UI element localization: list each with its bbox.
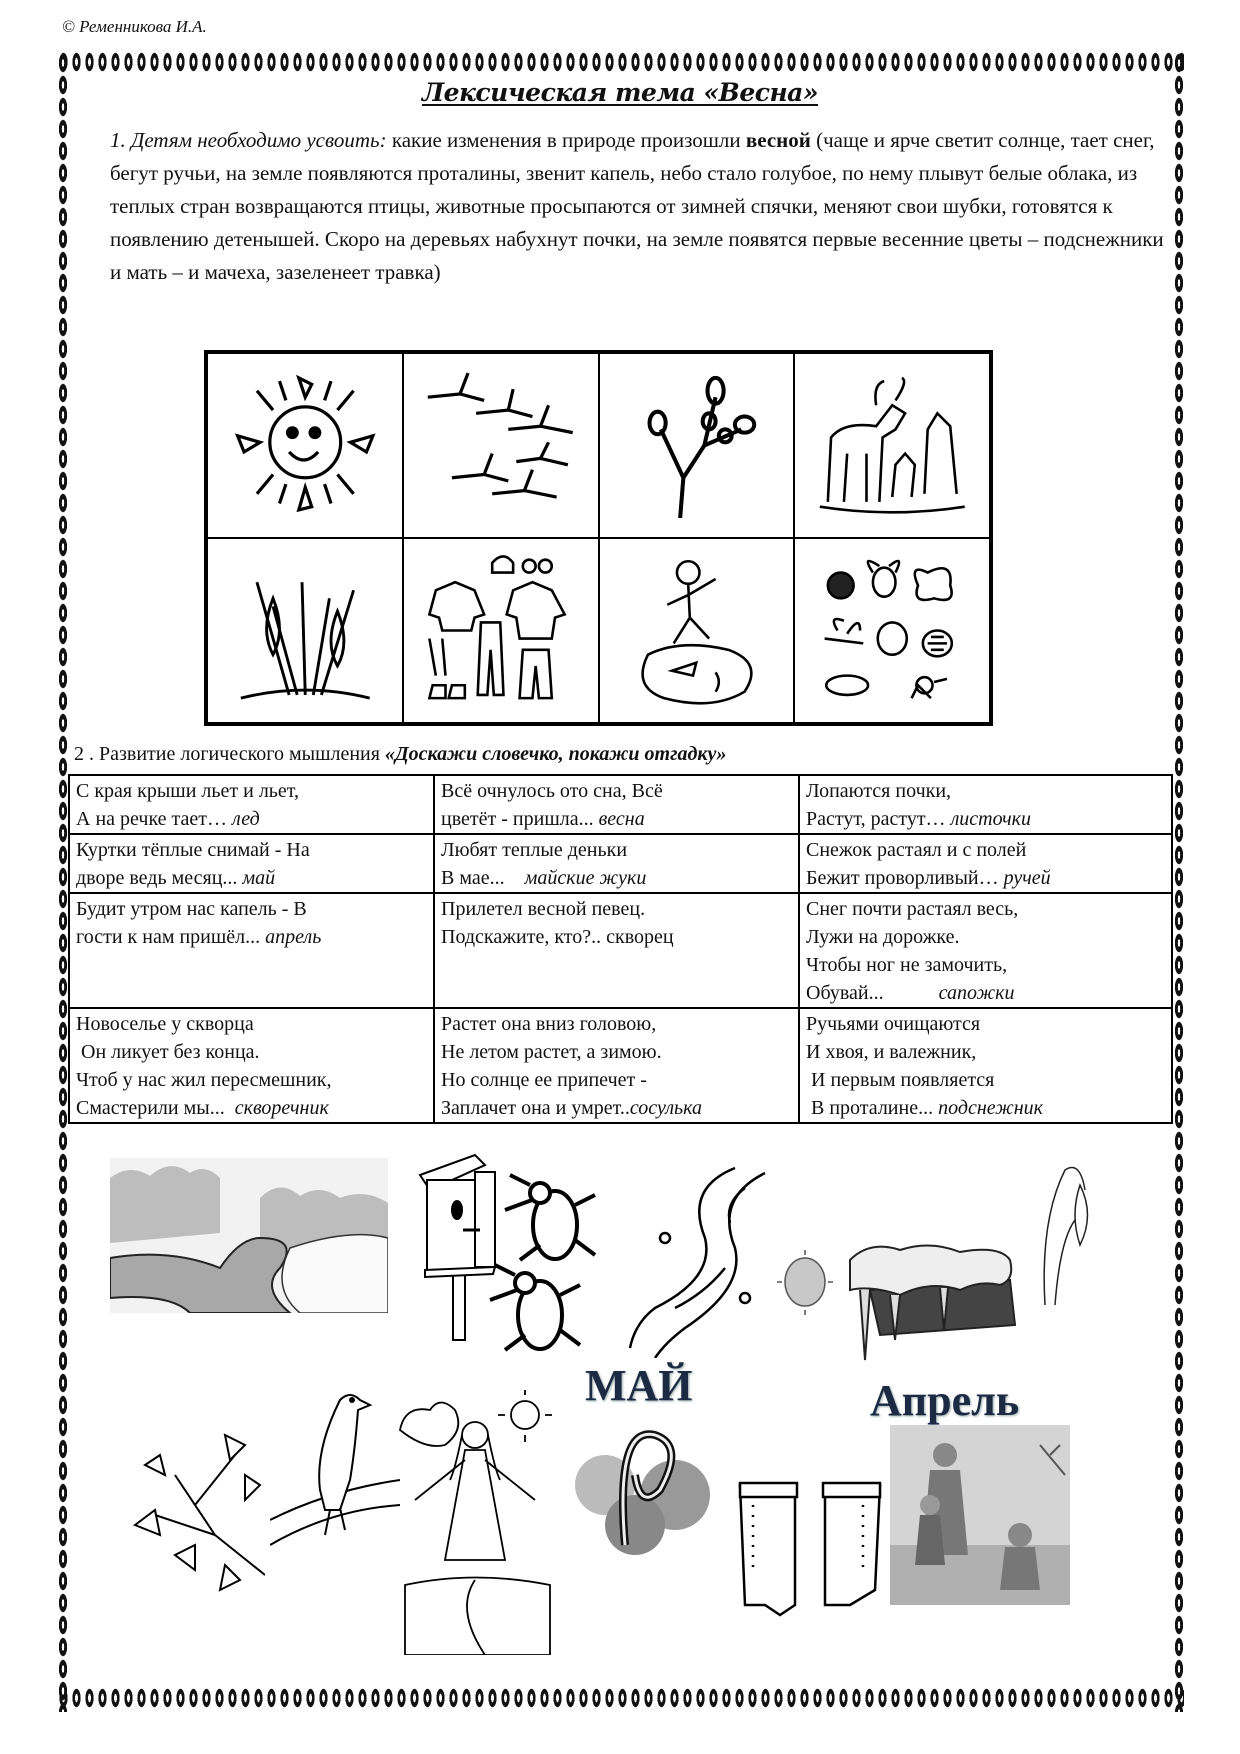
riddle-cell [434,834,799,893]
riddle-cell [69,834,434,893]
may-9-illustration [565,1415,735,1565]
snowdrop-icon [220,550,391,711]
riddle-answer: май [242,867,276,889]
intro-lead: 1. Детям необходимо усвоить: [110,128,387,152]
riddle-line [76,805,427,833]
icicles-bench-illustration [840,1240,1020,1370]
riddle-answer: сапожки [938,982,1015,1004]
stream-icon [625,1158,775,1358]
picture-cell [403,353,599,538]
riddle-line: С края крыши льет и льет, [76,780,300,802]
riddle-cell [434,893,799,1008]
riddle-row [69,775,1172,834]
riddle-line: Снежок растаял и с полей [806,839,1027,861]
section2-quote: «Доскажи словечко, покажи отгадку» [384,743,727,765]
riddle-line: Снег почти растаял весь, [806,898,1019,920]
riddle-table [68,774,1173,1124]
page-title: Лексическая тема «Весна» [421,78,818,107]
riddle-line [441,805,792,833]
riddle-line [76,864,427,892]
riddle-line-text: Бежит проворливый… [806,867,1004,889]
picture-cell [794,538,990,723]
riddle-line: Чтобы ног не замочить, [806,954,1008,976]
riddle-line-text: Заплачет она и умрет.. [441,1097,630,1119]
river-landscape-illustration [110,1158,388,1313]
riddle-line-text: Смастерили мы... [76,1097,235,1119]
riddle-line: Прилетел весной певец. [441,898,646,920]
riddle-line: Он ликует без конца. [76,1041,260,1063]
riddle-answer: подснежник [938,1097,1044,1119]
picture-cell [599,353,795,538]
picture-grid [204,350,993,726]
riddle-answer: листочки [950,808,1031,830]
riddle-line: Новоселье у скворца [76,1013,254,1035]
riddle-line: Растет она вниз головою, [441,1013,657,1035]
section2-heading [74,743,726,766]
riddle-cell [69,775,434,834]
spring-girl-illustration [395,1390,555,1655]
riddle-line: Всё очнулось ото сна, Всё [441,780,663,802]
insects-icon [807,550,978,711]
riddle-cell [799,893,1172,1008]
starling-illustration [270,1380,400,1555]
sun-icon [775,1245,835,1320]
riddle-line [806,979,1165,1007]
may-9-icon [565,1415,735,1565]
riddle-line: Лужи на дорожке. [806,926,960,948]
riddle-cell [799,834,1172,893]
beetles-illustration [480,1165,600,1360]
riddle-answer: ручей [1003,867,1051,889]
section2-label: 2 . Развитие логического мышления [74,743,385,765]
intro-text-1: какие изменения в природе произошли [386,128,746,152]
sun-illustration [775,1245,835,1320]
riddle-line [806,1094,1165,1122]
boots-illustration [735,1475,885,1625]
birch-branch-illustration [115,1415,265,1615]
riddle-line-text: В мае... [441,867,525,889]
riddle-cell [69,893,434,1008]
stream-illustration [625,1158,775,1358]
riddle-row [69,1008,1172,1123]
beetles-icon [480,1165,600,1360]
riddle-cell [799,1008,1172,1123]
riddle-line-text: дворе ведь месяц... [76,867,243,889]
riddle-line: Подскажите, кто?.. скворец [441,926,674,948]
riddle-line [441,864,792,892]
riddle-line-text: Обувай... [806,982,939,1004]
riddle-line: И хвоя, и валежник, [806,1041,977,1063]
birds-flock-icon [415,365,586,526]
riddle-line: И первым появляется [806,1069,995,1091]
picture-cell [403,538,599,723]
birch-branch-icon [115,1415,265,1615]
riddle-cell [434,775,799,834]
riddle-line: Не летом растет, а зимою. [441,1041,662,1063]
spring-girl-icon [395,1390,555,1655]
forest-animals-icon [807,365,978,526]
riddle-answer: сосулька [629,1097,702,1119]
riddle-line [806,864,1165,892]
riddle-line [441,1094,792,1122]
april-children-icon [890,1425,1070,1605]
sun-icon [220,365,391,526]
intro-bold: весной [745,128,811,152]
riddle-line: Куртки тёплые снимай - На [76,839,310,861]
riddle-line-text: гости к нам пришёл... [76,926,266,948]
riddle-row [69,893,1172,1008]
picture-cell [207,538,403,723]
riddle-answer: весна [598,808,645,830]
river-landscape-icon [110,1158,388,1313]
april-label: Апрель [870,1376,1020,1425]
riddle-line-text: цветёт - пришла... [441,808,599,830]
riddle-line-text: А на речке тает… [76,808,233,830]
riddle-line: Но солнце ее припечет - [441,1069,647,1091]
child-stream-icon [611,550,782,711]
picture-cell [794,353,990,538]
riddle-cell [799,775,1172,834]
riddle-cell [434,1008,799,1123]
riddle-line [76,1094,427,1122]
riddle-line [76,923,427,951]
riddle-line: Лопаются почки, [806,780,952,802]
boots-icon [735,1475,885,1625]
snowdrop-icon [1035,1160,1100,1310]
may-label: МАЙ [585,1361,693,1410]
riddle-line: Ручьями очищаются [806,1013,981,1035]
paperclip-border-top [57,52,1184,72]
copyright-text: © Ременникова И.А. [62,17,207,36]
starling-icon [270,1380,400,1555]
riddle-line: Чтоб у нас жил пересмешник, [76,1069,332,1091]
paperclip-border-bottom [57,1688,1184,1708]
april-children-illustration [890,1425,1070,1605]
riddle-answer: скворечник [234,1097,329,1119]
riddle-answer: апрель [265,926,322,948]
riddle-answer: майские жуки [524,867,647,889]
clothes-icon [415,550,586,711]
riddle-line: Будит утром нас капель - В [76,898,307,920]
riddle-line: Любят теплые деньки [441,839,628,861]
riddle-row [69,834,1172,893]
picture-cell [207,353,403,538]
budding-branch-icon [611,365,782,526]
riddle-answer: лед [232,808,260,830]
riddle-line-text: В проталине... [806,1097,939,1119]
paperclip-border-right [1173,52,1185,1712]
snowdrop-illustration [1035,1160,1100,1310]
icicles-bench-icon [840,1240,1020,1370]
picture-cell [599,538,795,723]
riddle-line [806,805,1165,833]
riddle-line-text: Растут, растут… [806,808,951,830]
intro-text-2: (чаще и ярче светит солнце, тает снег, бегут ручьи, на земле появляются проталины, звенит капель, небо стало голубое, по нему плывут белые облака, из теплых стран возвращаются птицы, животные просыпаются от зимней спячки, меняют свои шубки, готовятся к появлению детенышей. Скоро на деревьях набухнут почки, на земле появятся первые весенние цветы – подснежники и мать – и мачеха, зазеленеет травка) [110,128,1164,284]
intro-paragraph [110,124,1175,289]
riddle-cell [69,1008,434,1123]
